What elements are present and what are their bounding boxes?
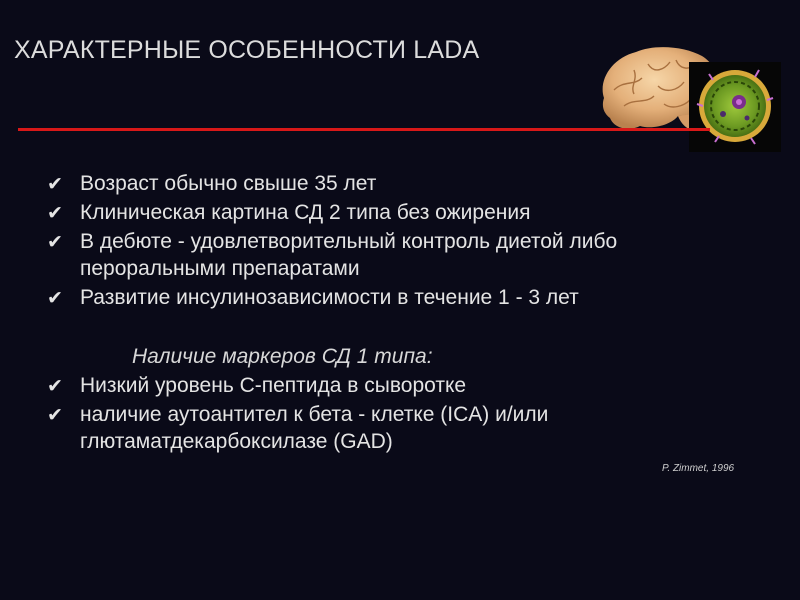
list-item-text: наличие аутоантител к бета - клетке (ICA) и/или глютаматдекарбоксилазе (GAD): [80, 403, 549, 453]
check-mark-icon: ✔: [47, 405, 63, 426]
list-item-text: Низкий уровень С-пептида в сыворотке: [80, 374, 467, 397]
markers-subheading: Наличие маркеров СД 1 типа:: [132, 345, 433, 368]
spacer: [44, 313, 744, 343]
list-item: [44, 228, 744, 282]
check-mark-icon: ✔: [47, 174, 63, 195]
check-mark-icon: ✔: [47, 232, 63, 253]
check-mark-icon: ✔: [47, 203, 63, 224]
check-mark-icon: ✔: [47, 376, 63, 397]
list-item-text: Клиническая картина СД 2 типа без ожирения: [80, 201, 531, 224]
list-item-text: В дебюте - удовлетворительный контроль диетой либо пероральными препаратами: [80, 230, 618, 280]
beta-cell-illustration: [689, 62, 781, 152]
list-item: [44, 401, 744, 455]
check-mark-icon: ✔: [47, 288, 63, 309]
citation: P. Zimmet, 1996: [662, 463, 735, 474]
beta-cell-image-frame: [689, 62, 781, 152]
slide-title: ХАРАКТЕРНЫЕ ОСОБЕННОСТИ LADA: [14, 36, 480, 64]
list-item-text: Возраст обычно свыше 35 лет: [80, 172, 377, 195]
list-item: [44, 372, 744, 399]
list-item: [44, 170, 744, 197]
list-item: [44, 284, 744, 311]
list-item: [44, 199, 744, 226]
bullet-list: [44, 170, 744, 457]
title-divider: [18, 128, 710, 131]
list-item-text: Развитие инсулинозависимости в течение 1 - 3 лет: [80, 286, 579, 309]
